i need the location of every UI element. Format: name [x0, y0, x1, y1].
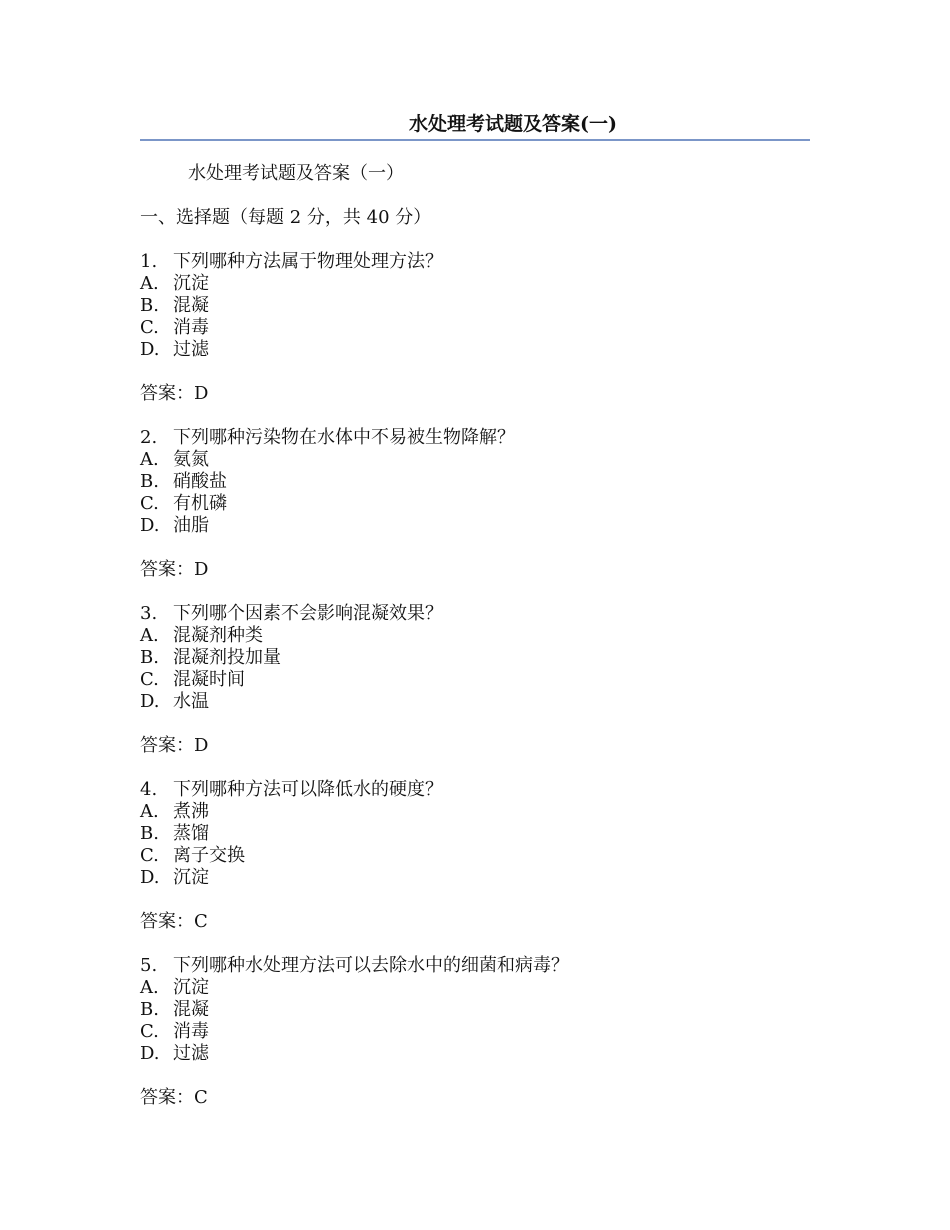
question-3 [140, 603, 810, 757]
option-a [140, 625, 810, 647]
question-text: 下列哪种水处理方法可以去除水中的细菌和病毒？ [173, 955, 569, 976]
answer-line: 答案：C [140, 911, 208, 932]
answer-line: 答案：D [140, 735, 209, 756]
question-1 [140, 251, 810, 405]
question-text: 下列哪种方法可以降低水的硬度？ [173, 779, 443, 800]
question-4 [140, 779, 810, 933]
option-letter: D. [140, 515, 160, 536]
answer-line: 答案：D [140, 383, 209, 404]
option-c [140, 317, 810, 339]
option-b [140, 471, 810, 493]
option-b [140, 823, 810, 845]
option-c [140, 1021, 810, 1043]
option-a [140, 273, 810, 295]
option-c [140, 845, 810, 867]
option-letter: C. [140, 493, 159, 514]
header-divider [140, 139, 810, 141]
option-text: 消毒 [173, 1021, 209, 1042]
option-letter: A. [140, 801, 159, 822]
option-text: 有机磷 [173, 493, 227, 514]
question-number: 3. [140, 603, 158, 624]
option-a [140, 449, 810, 471]
question-stem [140, 251, 810, 273]
option-text: 混凝 [173, 999, 209, 1020]
option-text: 煮沸 [173, 801, 209, 822]
option-letter: B. [140, 471, 159, 492]
option-letter: D. [140, 1043, 160, 1064]
page-header-title: 水处理考试题及答案(一) [409, 113, 617, 135]
option-letter: A. [140, 273, 159, 294]
question-text: 下列哪种方法属于物理处理方法？ [173, 251, 443, 272]
option-d [140, 339, 810, 361]
option-letter: C. [140, 317, 159, 338]
option-letter: A. [140, 449, 159, 470]
question-5 [140, 955, 810, 1109]
option-text: 氨氮 [173, 449, 209, 470]
option-letter: A. [140, 977, 159, 998]
question-number: 1. [140, 251, 158, 272]
option-text: 沉淀 [173, 867, 209, 888]
option-letter: D. [140, 691, 160, 712]
option-letter: B. [140, 999, 159, 1020]
option-letter: B. [140, 647, 159, 668]
option-a [140, 977, 810, 999]
option-c [140, 669, 810, 691]
question-stem [140, 603, 810, 625]
option-text: 沉淀 [173, 273, 209, 294]
question-stem [140, 427, 810, 449]
question-text: 下列哪种污染物在水体中不易被生物降解？ [173, 427, 515, 448]
option-b [140, 999, 810, 1021]
question-2 [140, 427, 810, 581]
question-stem [140, 955, 810, 977]
option-a [140, 801, 810, 823]
option-b [140, 295, 810, 317]
option-text: 沉淀 [173, 977, 209, 998]
option-text: 离子交换 [173, 845, 245, 866]
document-body [140, 160, 810, 1109]
option-text: 消毒 [173, 317, 209, 338]
option-letter: B. [140, 295, 159, 316]
answer-line: 答案：D [140, 559, 209, 580]
option-text: 混凝 [173, 295, 209, 316]
option-c [140, 493, 810, 515]
option-text: 过滤 [173, 339, 209, 360]
option-b [140, 647, 810, 669]
option-d [140, 867, 810, 889]
option-text: 混凝时间 [173, 669, 245, 690]
option-text: 混凝剂投加量 [173, 647, 281, 668]
option-text: 油脂 [173, 515, 209, 536]
option-letter: C. [140, 669, 159, 690]
option-text: 混凝剂种类 [173, 625, 263, 646]
question-number: 2. [140, 427, 158, 448]
question-number: 4. [140, 779, 158, 800]
option-letter: A. [140, 625, 159, 646]
option-d [140, 515, 810, 537]
question-number: 5. [140, 955, 158, 976]
option-text: 过滤 [173, 1043, 209, 1064]
option-text: 水温 [173, 691, 209, 712]
option-letter: D. [140, 867, 160, 888]
section-heading: 一、选择题（每题 2 分，共 40 分） [140, 207, 432, 228]
option-letter: D. [140, 339, 160, 360]
question-text: 下列哪个因素不会影响混凝效果？ [173, 603, 443, 624]
option-letter: B. [140, 823, 159, 844]
option-text: 蒸馏 [173, 823, 209, 844]
option-d [140, 1043, 810, 1065]
document-title: 水处理考试题及答案（一） [188, 163, 404, 184]
question-stem [140, 779, 810, 801]
option-letter: C. [140, 845, 159, 866]
option-text: 硝酸盐 [173, 471, 227, 492]
option-d [140, 691, 810, 713]
answer-line: 答案：C [140, 1087, 208, 1108]
option-letter: C. [140, 1021, 159, 1042]
